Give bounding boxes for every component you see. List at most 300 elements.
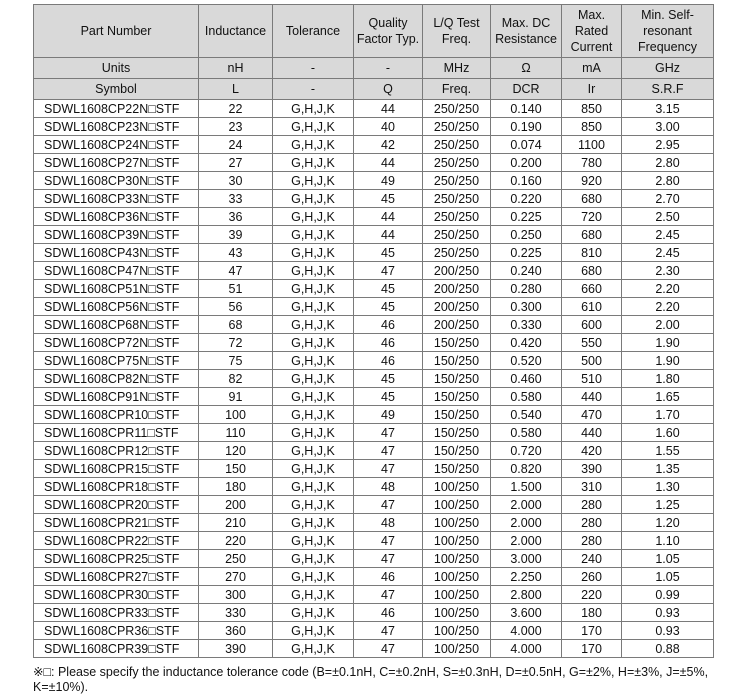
table-cell: 33	[199, 190, 273, 208]
table-cell: 47	[354, 442, 423, 460]
table-cell: 280	[562, 496, 622, 514]
table-row	[34, 568, 714, 586]
table-cell: 0.99	[622, 586, 714, 604]
table-cell: 390	[562, 460, 622, 478]
column-header-7: Min. Self-resonant Frequency	[622, 5, 714, 58]
table-cell: G,H,J,K	[273, 514, 354, 532]
table-cell: 0.540	[491, 406, 562, 424]
column-header-0: Part Number	[34, 5, 199, 58]
table-cell: 100/250	[423, 514, 491, 532]
table-cell: 1.90	[622, 334, 714, 352]
table-cell: 45	[354, 244, 423, 262]
table-cell: 1.10	[622, 532, 714, 550]
table-cell: G,H,J,K	[273, 136, 354, 154]
table-cell: 150/250	[423, 442, 491, 460]
table-row	[34, 424, 714, 442]
table-cell: 510	[562, 370, 622, 388]
table-cell: 49	[354, 172, 423, 190]
table-cell: 150/250	[423, 424, 491, 442]
table-cell: G,H,J,K	[273, 478, 354, 496]
table-row	[34, 154, 714, 172]
table-cell: G,H,J,K	[273, 172, 354, 190]
table-row	[34, 136, 714, 154]
table-cell: G,H,J,K	[273, 190, 354, 208]
symbol-cell-3: Q	[354, 79, 423, 100]
table-cell: 0.074	[491, 136, 562, 154]
part-number-cell: SDWL1608CPR30□STF	[34, 586, 199, 604]
table-cell: G,H,J,K	[273, 154, 354, 172]
symbol-cell-1: L	[199, 79, 273, 100]
table-cell: 110	[199, 424, 273, 442]
table-row	[34, 550, 714, 568]
table-cell: 420	[562, 442, 622, 460]
table-cell: G,H,J,K	[273, 370, 354, 388]
table-cell: 47	[354, 586, 423, 604]
table-cell: 24	[199, 136, 273, 154]
table-cell: 45	[354, 388, 423, 406]
table-cell: 720	[562, 208, 622, 226]
column-header-3: Quality Factor Typ.	[354, 5, 423, 58]
part-number-cell: SDWL1608CPR21□STF	[34, 514, 199, 532]
table-row	[34, 100, 714, 118]
table-row	[34, 244, 714, 262]
table-cell: 920	[562, 172, 622, 190]
part-number-cell: SDWL1608CPR22□STF	[34, 532, 199, 550]
table-cell: 36	[199, 208, 273, 226]
table-cell: 170	[562, 640, 622, 658]
table-cell: G,H,J,K	[273, 208, 354, 226]
table-row	[34, 118, 714, 136]
table-cell: 250	[199, 550, 273, 568]
column-header-1: Inductance	[199, 5, 273, 58]
table-cell: 210	[199, 514, 273, 532]
tolerance-footnote: ※□: Please specify the inductance tolerance code (B=±0.1nH, C=±0.2nH, S=±0.3nH, D=±0.5nH, G=±2%, H=±3%, J=±5%, K=±10%).	[33, 665, 709, 694]
table-cell: 0.300	[491, 298, 562, 316]
inductor-spec-table	[33, 4, 714, 658]
table-cell: 1.65	[622, 388, 714, 406]
table-cell: 40	[354, 118, 423, 136]
table-cell: 0.460	[491, 370, 562, 388]
table-cell: 810	[562, 244, 622, 262]
table-row	[34, 316, 714, 334]
table-row	[34, 298, 714, 316]
table-cell: 2.000	[491, 532, 562, 550]
table-cell: 48	[354, 478, 423, 496]
table-cell: 4.000	[491, 640, 562, 658]
table-cell: 3.00	[622, 118, 714, 136]
table-cell: 220	[199, 532, 273, 550]
table-cell: 0.93	[622, 622, 714, 640]
table-cell: 440	[562, 424, 622, 442]
part-number-cell: SDWL1608CP24N□STF	[34, 136, 199, 154]
table-cell: 100/250	[423, 586, 491, 604]
table-cell: 170	[562, 622, 622, 640]
table-cell: 200/250	[423, 280, 491, 298]
part-number-cell: SDWL1608CP51N□STF	[34, 280, 199, 298]
table-cell: 47	[199, 262, 273, 280]
table-cell: 30	[199, 172, 273, 190]
part-number-cell: SDWL1608CPR33□STF	[34, 604, 199, 622]
table-cell: 1.05	[622, 568, 714, 586]
table-cell: G,H,J,K	[273, 622, 354, 640]
table-cell: 270	[199, 568, 273, 586]
part-number-cell: SDWL1608CP33N□STF	[34, 190, 199, 208]
table-cell: G,H,J,K	[273, 244, 354, 262]
table-row	[34, 622, 714, 640]
part-number-cell: SDWL1608CP91N□STF	[34, 388, 199, 406]
table-cell: G,H,J,K	[273, 334, 354, 352]
symbols-row	[34, 79, 714, 100]
table-cell: 100/250	[423, 532, 491, 550]
table-cell: 2.50	[622, 208, 714, 226]
table-cell: 250/250	[423, 208, 491, 226]
unit-cell-3: -	[354, 58, 423, 79]
table-cell: 250/250	[423, 172, 491, 190]
table-cell: 1.30	[622, 478, 714, 496]
table-cell: 100/250	[423, 604, 491, 622]
part-number-cell: SDWL1608CPR18□STF	[34, 478, 199, 496]
table-cell: 280	[562, 532, 622, 550]
table-cell: 4.000	[491, 622, 562, 640]
table-cell: 47	[354, 640, 423, 658]
table-cell: 150/250	[423, 370, 491, 388]
table-cell: 2.00	[622, 316, 714, 334]
symbol-cell-2: -	[273, 79, 354, 100]
table-cell: 46	[354, 316, 423, 334]
table-row	[34, 352, 714, 370]
part-number-cell: SDWL1608CPR20□STF	[34, 496, 199, 514]
table-cell: 550	[562, 334, 622, 352]
table-cell: 1.70	[622, 406, 714, 424]
table-row	[34, 586, 714, 604]
table-cell: 100/250	[423, 496, 491, 514]
part-number-cell: SDWL1608CPR25□STF	[34, 550, 199, 568]
table-row	[34, 478, 714, 496]
table-cell: 39	[199, 226, 273, 244]
table-cell: 45	[354, 370, 423, 388]
table-cell: 330	[199, 604, 273, 622]
table-cell: 250/250	[423, 244, 491, 262]
table-cell: G,H,J,K	[273, 568, 354, 586]
table-cell: 45	[354, 280, 423, 298]
table-cell: 0.200	[491, 154, 562, 172]
table-cell: 100/250	[423, 640, 491, 658]
table-cell: 1.80	[622, 370, 714, 388]
table-cell: G,H,J,K	[273, 388, 354, 406]
table-cell: 44	[354, 154, 423, 172]
table-cell: 1.05	[622, 550, 714, 568]
table-cell: 150/250	[423, 334, 491, 352]
unit-cell-7: GHz	[622, 58, 714, 79]
table-cell: 500	[562, 352, 622, 370]
table-cell: 0.190	[491, 118, 562, 136]
table-cell: 45	[354, 298, 423, 316]
header-row	[34, 5, 714, 58]
table-cell: 180	[199, 478, 273, 496]
table-cell: 240	[562, 550, 622, 568]
table-cell: 22	[199, 100, 273, 118]
table-cell: G,H,J,K	[273, 316, 354, 334]
table-row	[34, 262, 714, 280]
table-cell: 43	[199, 244, 273, 262]
table-cell: 47	[354, 424, 423, 442]
table-cell: 680	[562, 226, 622, 244]
table-cell: 470	[562, 406, 622, 424]
symbol-cell-7: S.R.F	[622, 79, 714, 100]
table-cell: 100/250	[423, 568, 491, 586]
table-cell: 0.280	[491, 280, 562, 298]
table-row	[34, 172, 714, 190]
table-cell: 2.800	[491, 586, 562, 604]
table-cell: 68	[199, 316, 273, 334]
table-cell: 200/250	[423, 298, 491, 316]
table-cell: 780	[562, 154, 622, 172]
table-cell: G,H,J,K	[273, 100, 354, 118]
table-cell: 1100	[562, 136, 622, 154]
table-cell: 250/250	[423, 118, 491, 136]
table-cell: 200/250	[423, 262, 491, 280]
table-cell: 45	[354, 190, 423, 208]
units-row	[34, 58, 714, 79]
table-cell: G,H,J,K	[273, 118, 354, 136]
table-cell: 23	[199, 118, 273, 136]
table-cell: 850	[562, 118, 622, 136]
table-cell: 0.580	[491, 424, 562, 442]
table-row	[34, 280, 714, 298]
part-number-cell: SDWL1608CPR27□STF	[34, 568, 199, 586]
unit-cell-0: Units	[34, 58, 199, 79]
table-cell: 250/250	[423, 154, 491, 172]
table-cell: 680	[562, 190, 622, 208]
table-cell: 1.25	[622, 496, 714, 514]
table-cell: 47	[354, 622, 423, 640]
table-cell: 2.250	[491, 568, 562, 586]
table-cell: 150/250	[423, 460, 491, 478]
table-cell: 47	[354, 532, 423, 550]
table-cell: 46	[354, 352, 423, 370]
table-cell: 150/250	[423, 352, 491, 370]
table-row	[34, 514, 714, 532]
table-row	[34, 496, 714, 514]
table-cell: 42	[354, 136, 423, 154]
table-cell: 91	[199, 388, 273, 406]
table-cell: 27	[199, 154, 273, 172]
table-cell: 3.600	[491, 604, 562, 622]
table-cell: 2.30	[622, 262, 714, 280]
table-cell: 0.330	[491, 316, 562, 334]
table-cell: 680	[562, 262, 622, 280]
table-row	[34, 226, 714, 244]
table-cell: 250/250	[423, 100, 491, 118]
table-row	[34, 604, 714, 622]
table-cell: 600	[562, 316, 622, 334]
table-cell: 1.35	[622, 460, 714, 478]
table-cell: 2.95	[622, 136, 714, 154]
table-cell: 0.240	[491, 262, 562, 280]
part-number-cell: SDWL1608CP30N□STF	[34, 172, 199, 190]
table-cell: 2.45	[622, 226, 714, 244]
part-number-cell: SDWL1608CP39N□STF	[34, 226, 199, 244]
table-cell: G,H,J,K	[273, 604, 354, 622]
part-number-cell: SDWL1608CP22N□STF	[34, 100, 199, 118]
part-number-cell: SDWL1608CPR15□STF	[34, 460, 199, 478]
table-cell: 75	[199, 352, 273, 370]
table-cell: 0.140	[491, 100, 562, 118]
table-cell: 850	[562, 100, 622, 118]
table-cell: 56	[199, 298, 273, 316]
table-cell: 250/250	[423, 226, 491, 244]
unit-cell-1: nH	[199, 58, 273, 79]
table-cell: 46	[354, 568, 423, 586]
table-row	[34, 190, 714, 208]
table-cell: 1.500	[491, 478, 562, 496]
part-number-cell: SDWL1608CP72N□STF	[34, 334, 199, 352]
unit-cell-5: Ω	[491, 58, 562, 79]
table-cell: 44	[354, 208, 423, 226]
table-cell: 100/250	[423, 550, 491, 568]
unit-cell-2: -	[273, 58, 354, 79]
table-cell: G,H,J,K	[273, 640, 354, 658]
part-number-cell: SDWL1608CP23N□STF	[34, 118, 199, 136]
table-cell: 72	[199, 334, 273, 352]
table-cell: 1.55	[622, 442, 714, 460]
table-cell: 0.225	[491, 244, 562, 262]
table-cell: 1.60	[622, 424, 714, 442]
table-cell: 47	[354, 262, 423, 280]
table-cell: 440	[562, 388, 622, 406]
table-cell: 0.720	[491, 442, 562, 460]
table-cell: 1.20	[622, 514, 714, 532]
part-number-cell: SDWL1608CP47N□STF	[34, 262, 199, 280]
symbol-cell-5: DCR	[491, 79, 562, 100]
table-cell: 3.15	[622, 100, 714, 118]
table-cell: G,H,J,K	[273, 262, 354, 280]
table-cell: 660	[562, 280, 622, 298]
table-cell: 2.20	[622, 298, 714, 316]
column-header-2: Tolerance	[273, 5, 354, 58]
table-cell: 82	[199, 370, 273, 388]
table-cell: 150/250	[423, 388, 491, 406]
part-number-cell: SDWL1608CP36N□STF	[34, 208, 199, 226]
table-cell: 150	[199, 460, 273, 478]
table-cell: G,H,J,K	[273, 280, 354, 298]
table-cell: 2.000	[491, 496, 562, 514]
table-cell: G,H,J,K	[273, 424, 354, 442]
table-cell: 180	[562, 604, 622, 622]
table-cell: 200	[199, 496, 273, 514]
part-number-cell: SDWL1608CP43N□STF	[34, 244, 199, 262]
table-cell: 48	[354, 514, 423, 532]
table-cell: 47	[354, 460, 423, 478]
table-cell: 2.70	[622, 190, 714, 208]
table-cell: 2.45	[622, 244, 714, 262]
table-cell: G,H,J,K	[273, 460, 354, 478]
part-number-cell: SDWL1608CPR39□STF	[34, 640, 199, 658]
table-cell: G,H,J,K	[273, 406, 354, 424]
symbol-cell-6: Ir	[562, 79, 622, 100]
table-cell: 120	[199, 442, 273, 460]
table-cell: 44	[354, 100, 423, 118]
table-cell: G,H,J,K	[273, 442, 354, 460]
table-row	[34, 208, 714, 226]
table-cell: G,H,J,K	[273, 496, 354, 514]
table-cell: G,H,J,K	[273, 586, 354, 604]
table-row	[34, 388, 714, 406]
table-cell: 100	[199, 406, 273, 424]
table-row	[34, 370, 714, 388]
table-cell: 0.220	[491, 190, 562, 208]
table-cell: 310	[562, 478, 622, 496]
part-number-cell: SDWL1608CP82N□STF	[34, 370, 199, 388]
table-cell: 0.250	[491, 226, 562, 244]
table-cell: 0.93	[622, 604, 714, 622]
table-row	[34, 460, 714, 478]
table-cell: 3.000	[491, 550, 562, 568]
table-cell: 2.80	[622, 154, 714, 172]
part-number-cell: SDWL1608CP27N□STF	[34, 154, 199, 172]
table-cell: 200/250	[423, 316, 491, 334]
part-number-cell: SDWL1608CP56N□STF	[34, 298, 199, 316]
table-cell: 0.225	[491, 208, 562, 226]
table-row	[34, 532, 714, 550]
table-cell: 51	[199, 280, 273, 298]
table-cell: 46	[354, 604, 423, 622]
column-header-4: L/Q Test Freq.	[423, 5, 491, 58]
table-cell: 2.000	[491, 514, 562, 532]
part-number-cell: SDWL1608CPR10□STF	[34, 406, 199, 424]
table-cell: 2.20	[622, 280, 714, 298]
table-cell: 0.820	[491, 460, 562, 478]
part-number-cell: SDWL1608CPR12□STF	[34, 442, 199, 460]
part-number-cell: SDWL1608CP75N□STF	[34, 352, 199, 370]
table-cell: G,H,J,K	[273, 226, 354, 244]
table-cell: 390	[199, 640, 273, 658]
symbol-cell-0: Symbol	[34, 79, 199, 100]
table-cell: G,H,J,K	[273, 550, 354, 568]
table-cell: 47	[354, 550, 423, 568]
table-row	[34, 406, 714, 424]
table-cell: 220	[562, 586, 622, 604]
part-number-cell: SDWL1608CPR11□STF	[34, 424, 199, 442]
table-cell: 260	[562, 568, 622, 586]
symbol-cell-4: Freq.	[423, 79, 491, 100]
table-cell: 46	[354, 334, 423, 352]
table-cell: 47	[354, 496, 423, 514]
unit-cell-6: mA	[562, 58, 622, 79]
table-cell: 150/250	[423, 406, 491, 424]
table-cell: 44	[354, 226, 423, 244]
table-cell: G,H,J,K	[273, 532, 354, 550]
table-row	[34, 334, 714, 352]
table-cell: 250/250	[423, 190, 491, 208]
table-cell: 100/250	[423, 478, 491, 496]
table-row	[34, 442, 714, 460]
table-cell: 280	[562, 514, 622, 532]
table-cell: 0.520	[491, 352, 562, 370]
unit-cell-4: MHz	[423, 58, 491, 79]
table-cell: 49	[354, 406, 423, 424]
column-header-6: Max. Rated Current	[562, 5, 622, 58]
column-header-5: Max. DC Resistance	[491, 5, 562, 58]
table-cell: G,H,J,K	[273, 298, 354, 316]
table-cell: 250/250	[423, 136, 491, 154]
part-number-cell: SDWL1608CP68N□STF	[34, 316, 199, 334]
table-cell: 0.580	[491, 388, 562, 406]
table-body	[34, 100, 714, 658]
table-cell: 0.160	[491, 172, 562, 190]
table-cell: 2.80	[622, 172, 714, 190]
table-cell: 100/250	[423, 622, 491, 640]
